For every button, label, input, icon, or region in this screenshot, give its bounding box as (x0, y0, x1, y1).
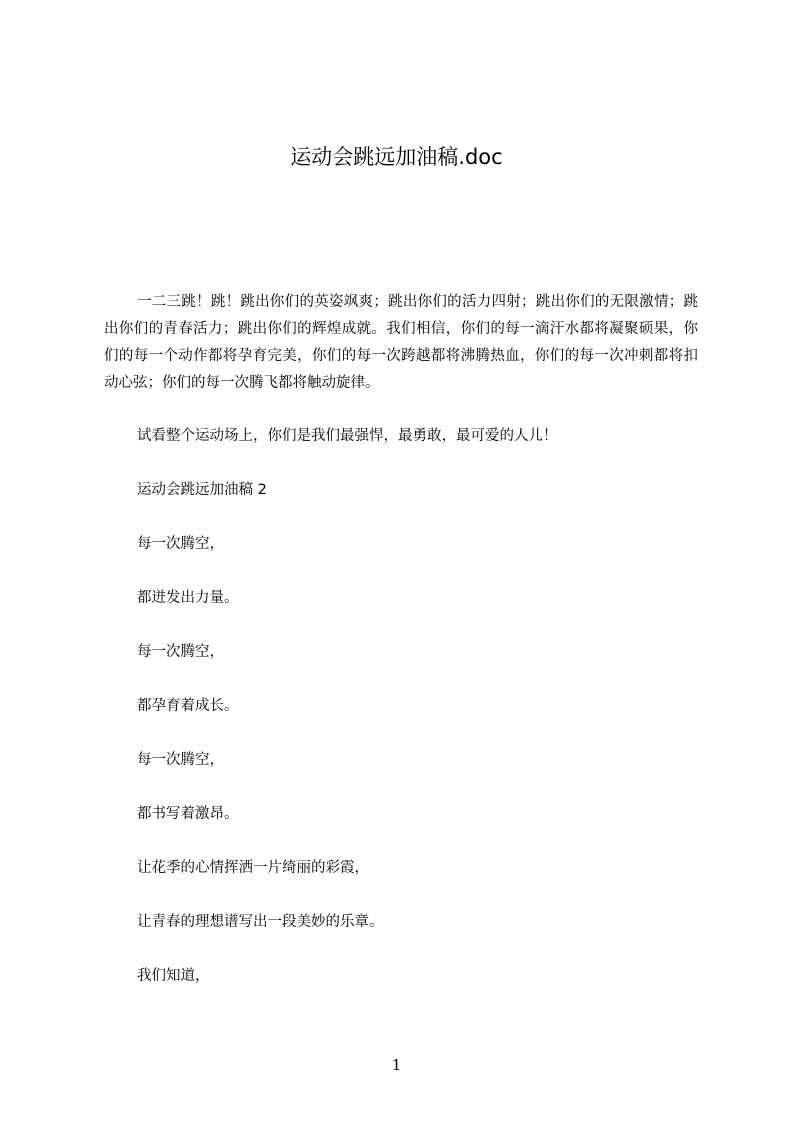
verse-line-8: 让青春的理想谱写出一段美妙的乐章。 (137, 914, 384, 930)
verse-line-7: 让花季的心情挥洒一片绮丽的彩霞， (137, 860, 369, 876)
verse-line-4: 都孕育着成长。 (137, 698, 239, 714)
verse-line-1: 每一次腾空， (137, 536, 224, 552)
verse-line-6: 都书写着激昂。 (137, 806, 239, 822)
verse-line-2: 都迸发出力量。 (137, 590, 239, 606)
verse-line-3: 每一次腾空， (137, 644, 224, 660)
verse-line-9: 我们知道， (137, 968, 210, 984)
section-heading: 运动会跳远加油稿 2 (137, 482, 267, 498)
paragraph-1: 一二三跳！跳！跳出你们的英姿飒爽；跳出你们的活力四射；跳出你们的无限激情；跳出你们的青春活力；跳出你们的辉煌成就。我们相信，你们的每一滴汗水都将凝聚硕果，你们的每一个动作都将孕育完美，你们的每一次跨越都将沸腾热血，你们的每一次冲刺都将扣动心弦；你们的每一次腾飞都将触动旋律。 (104, 294, 698, 391)
document-title: 运动会跳远加油稿.doc (290, 145, 503, 169)
page-number: 1 (391, 1056, 402, 1074)
paragraph-2: 试看整个运动场上，你们是我们最强悍，最勇敢，最可爱的人儿！ (137, 428, 558, 444)
verse-line-5: 每一次腾空， (137, 752, 224, 768)
